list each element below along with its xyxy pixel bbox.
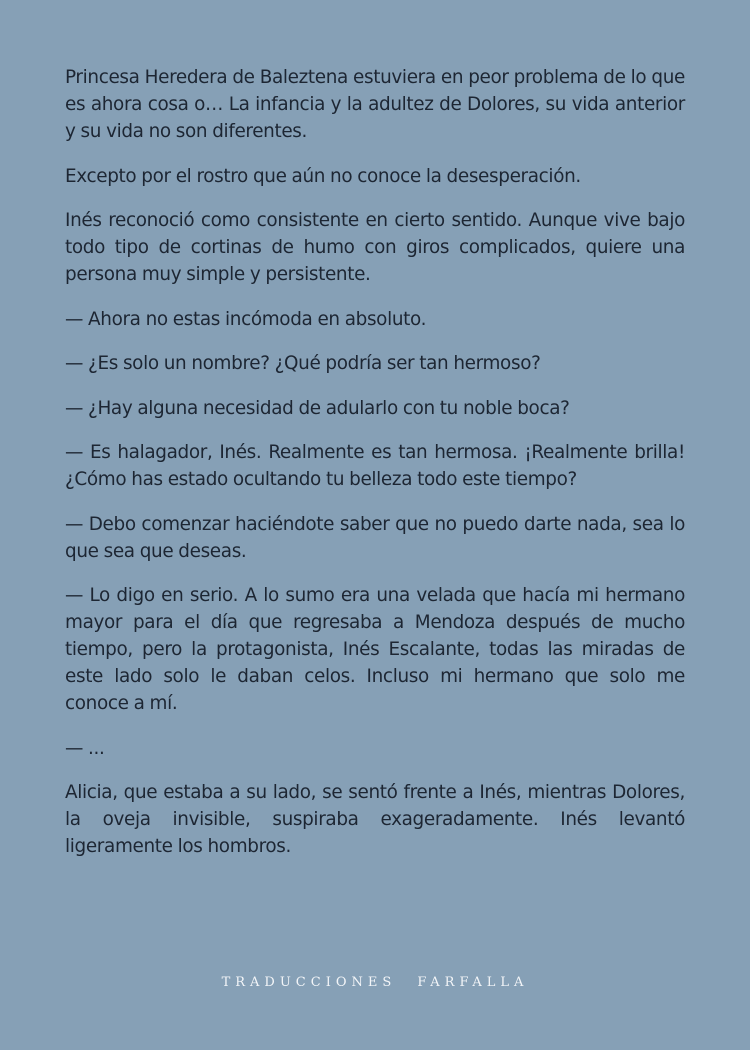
- dialogue-line: — ¿Hay alguna necesidad de adularlo con tu noble boca?: [65, 397, 570, 419]
- paragraph: Alicia, que estaba a su lado, se sentó frente a Inés, mientras Dolores, la oveja invisible, suspiraba exageradamente. Inés levantó ligeramente los hombros.: [65, 782, 685, 857]
- dialogue-line: — Debo comenzar haciéndote saber que no puedo darte nada, sea lo que sea que deseas.: [65, 513, 685, 562]
- translator-credit: TRADUCCIONES FARFALLA: [221, 975, 529, 990]
- dialogue-line: — Lo digo en serio. A lo sumo era una velada que hacía mi hermano mayor para el día que regresaba a Mendoza después de mucho tiempo, pero la protagonista, Inés Escalante, todas las miradas de este lado solo le daban celos. Incluso mi hermano que solo me conoce a mí.: [65, 585, 685, 714]
- dialogue-line: — ¿Es solo un nombre? ¿Qué podría ser tan hermoso?: [65, 353, 541, 374]
- story-text: [65, 64, 685, 878]
- paragraph: Excepto por el rostro que aún no conoce la desesperación.: [65, 165, 581, 187]
- dialogue-line: — Ahora no estas incómoda en absoluto.: [65, 308, 427, 330]
- paragraph: Inés reconoció como consistente en cierto sentido. Aunque vive bajo todo tipo de cortinas de humo con giros complicados, quiere una persona muy simple y persistente.: [65, 210, 685, 285]
- dialogue-line: — ...: [65, 737, 105, 759]
- paragraph: Princesa Heredera de Baleztena estuviera en peor problema de lo que es ahora cosa o… La infancia y la adultez de Dolores, su vida anterior y su vida no son diferentes.: [65, 67, 685, 142]
- dialogue-line: — Es halagador, Inés. Realmente es tan hermosa. ¡Realmente brilla! ¿Cómo has estado ocultando tu belleza todo este tiempo?: [65, 442, 685, 490]
